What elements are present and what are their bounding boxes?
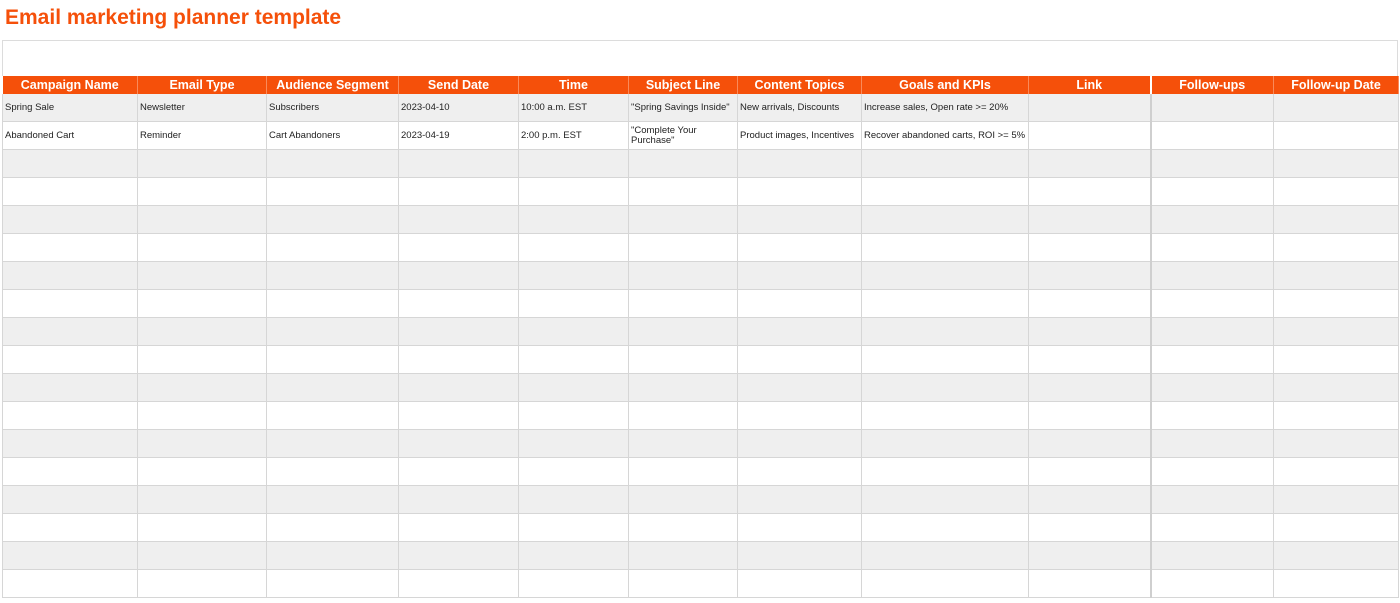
cell-subject-line[interactable] xyxy=(629,570,738,598)
cell-goals-kpis[interactable] xyxy=(862,570,1029,598)
cell-send-date[interactable] xyxy=(399,458,519,486)
table-row xyxy=(3,234,1399,262)
cell-campaign-name[interactable] xyxy=(3,234,138,262)
cell-time[interactable] xyxy=(519,206,629,234)
cell-audience-segment[interactable] xyxy=(267,570,399,598)
cell-send-date[interactable] xyxy=(399,374,519,402)
cell-content-topics[interactable] xyxy=(738,402,862,430)
table-row xyxy=(3,542,1399,570)
cell-follow-ups[interactable] xyxy=(1151,570,1274,598)
cell-goals-kpis[interactable] xyxy=(862,430,1029,458)
cell-audience-segment[interactable] xyxy=(267,206,399,234)
cell-content-topics[interactable] xyxy=(738,318,862,346)
cell-subject-line[interactable]: "Complete Your Purchase" xyxy=(629,122,738,150)
cell-link[interactable] xyxy=(1029,94,1151,122)
cell-email-type[interactable]: Reminder xyxy=(138,122,267,150)
column-header-follow-up-date[interactable]: Follow-up Date xyxy=(1274,76,1399,94)
cell-follow-up-date[interactable] xyxy=(1274,318,1399,346)
cell-send-date[interactable] xyxy=(399,178,519,206)
cell-follow-up-date[interactable] xyxy=(1274,430,1399,458)
cell-link[interactable] xyxy=(1029,206,1151,234)
cell-audience-segment[interactable] xyxy=(267,318,399,346)
cell-follow-up-date[interactable] xyxy=(1274,178,1399,206)
column-header-campaign-name[interactable]: Campaign Name xyxy=(3,76,138,94)
cell-follow-up-date[interactable] xyxy=(1274,94,1399,122)
cell-goals-kpis[interactable] xyxy=(862,402,1029,430)
cell-audience-segment[interactable]: Cart Abandoners xyxy=(267,122,399,150)
column-header-content-topics[interactable]: Content Topics xyxy=(738,76,862,94)
cell-follow-up-date[interactable] xyxy=(1274,262,1399,290)
cell-email-type[interactable] xyxy=(138,346,267,374)
cell-email-type[interactable]: Newsletter xyxy=(138,94,267,122)
cell-time[interactable]: 2:00 p.m. EST xyxy=(519,122,629,150)
table-row xyxy=(3,178,1399,206)
cell-email-type[interactable] xyxy=(138,206,267,234)
cell-email-type[interactable] xyxy=(138,402,267,430)
cell-goals-kpis[interactable]: Increase sales, Open rate >= 20% xyxy=(862,94,1029,122)
cell-follow-ups[interactable] xyxy=(1151,262,1274,290)
table-row xyxy=(3,458,1399,486)
cell-goals-kpis[interactable] xyxy=(862,150,1029,178)
column-header-follow-ups[interactable]: Follow-ups xyxy=(1151,76,1274,94)
cell-send-date[interactable]: 2023-04-19 xyxy=(399,122,519,150)
cell-send-date[interactable]: 2023-04-10 xyxy=(399,94,519,122)
cell-goals-kpis[interactable] xyxy=(862,178,1029,206)
cell-follow-up-date[interactable] xyxy=(1274,234,1399,262)
cell-send-date[interactable] xyxy=(399,486,519,514)
table-row xyxy=(3,206,1399,234)
cell-send-date[interactable] xyxy=(399,206,519,234)
cell-time[interactable] xyxy=(519,290,629,318)
cell-link[interactable] xyxy=(1029,150,1151,178)
cell-follow-ups[interactable] xyxy=(1151,542,1274,570)
cell-link[interactable] xyxy=(1029,514,1151,542)
cell-campaign-name[interactable]: Abandoned Cart xyxy=(3,122,138,150)
cell-content-topics[interactable] xyxy=(738,346,862,374)
cell-email-type[interactable] xyxy=(138,570,267,598)
cell-email-type[interactable] xyxy=(138,514,267,542)
cell-send-date[interactable] xyxy=(399,570,519,598)
table-row xyxy=(3,150,1399,178)
table-row xyxy=(3,570,1399,598)
cell-content-topics[interactable] xyxy=(738,374,862,402)
cell-goals-kpis[interactable] xyxy=(862,346,1029,374)
cell-campaign-name[interactable] xyxy=(3,514,138,542)
cell-audience-segment[interactable] xyxy=(267,486,399,514)
cell-audience-segment[interactable] xyxy=(267,290,399,318)
cell-follow-up-date[interactable] xyxy=(1274,542,1399,570)
cell-follow-ups[interactable] xyxy=(1151,150,1274,178)
cell-subject-line[interactable] xyxy=(629,514,738,542)
cell-follow-up-date[interactable] xyxy=(1274,570,1399,598)
cell-content-topics[interactable] xyxy=(738,150,862,178)
cell-content-topics[interactable] xyxy=(738,458,862,486)
header-row xyxy=(3,76,1399,94)
table-row xyxy=(3,122,1399,150)
cell-audience-segment[interactable] xyxy=(267,346,399,374)
cell-follow-up-date[interactable] xyxy=(1274,486,1399,514)
cell-email-type[interactable] xyxy=(138,542,267,570)
cell-audience-segment[interactable] xyxy=(267,262,399,290)
cell-follow-ups[interactable] xyxy=(1151,234,1274,262)
cell-audience-segment[interactable] xyxy=(267,234,399,262)
cell-link[interactable] xyxy=(1029,402,1151,430)
cell-goals-kpis[interactable] xyxy=(862,542,1029,570)
cell-subject-line[interactable] xyxy=(629,290,738,318)
cell-time[interactable] xyxy=(519,262,629,290)
table-row xyxy=(3,290,1399,318)
cell-link[interactable] xyxy=(1029,430,1151,458)
cell-content-topics[interactable] xyxy=(738,178,862,206)
cell-goals-kpis[interactable] xyxy=(862,290,1029,318)
cell-follow-up-date[interactable] xyxy=(1274,374,1399,402)
cell-campaign-name[interactable] xyxy=(3,570,138,598)
cell-subject-line[interactable] xyxy=(629,234,738,262)
cell-follow-up-date[interactable] xyxy=(1274,150,1399,178)
cell-follow-ups[interactable] xyxy=(1151,318,1274,346)
table-row xyxy=(3,262,1399,290)
cell-campaign-name[interactable] xyxy=(3,150,138,178)
cell-link[interactable] xyxy=(1029,346,1151,374)
cell-content-topics[interactable] xyxy=(738,542,862,570)
cell-follow-up-date[interactable] xyxy=(1274,122,1399,150)
column-header-link[interactable]: Link xyxy=(1029,76,1151,94)
cell-time[interactable] xyxy=(519,150,629,178)
cell-content-topics[interactable] xyxy=(738,206,862,234)
cell-follow-ups[interactable] xyxy=(1151,290,1274,318)
column-header-time[interactable]: Time xyxy=(519,76,629,94)
cell-goals-kpis[interactable] xyxy=(862,486,1029,514)
cell-audience-segment[interactable] xyxy=(267,458,399,486)
cell-follow-up-date[interactable] xyxy=(1274,290,1399,318)
cell-campaign-name[interactable] xyxy=(3,206,138,234)
column-header-subject-line[interactable]: Subject Line xyxy=(629,76,738,94)
cell-time[interactable] xyxy=(519,234,629,262)
cell-link[interactable] xyxy=(1029,458,1151,486)
cell-follow-up-date[interactable] xyxy=(1274,346,1399,374)
cell-link[interactable] xyxy=(1029,570,1151,598)
cell-content-topics[interactable] xyxy=(738,290,862,318)
table-row xyxy=(3,94,1399,122)
cell-subject-line[interactable] xyxy=(629,542,738,570)
column-header-send-date[interactable]: Send Date xyxy=(399,76,519,94)
cell-subject-line[interactable] xyxy=(629,402,738,430)
cell-campaign-name[interactable] xyxy=(3,374,138,402)
cell-email-type[interactable] xyxy=(138,486,267,514)
cell-content-topics[interactable] xyxy=(738,234,862,262)
cell-subject-line[interactable] xyxy=(629,346,738,374)
cell-subject-line[interactable] xyxy=(629,430,738,458)
empty-row[interactable] xyxy=(2,40,1398,76)
cell-audience-segment[interactable] xyxy=(267,374,399,402)
cell-goals-kpis[interactable] xyxy=(862,262,1029,290)
cell-goals-kpis[interactable]: Recover abandoned carts, ROI >= 5% xyxy=(862,122,1029,150)
cell-subject-line[interactable] xyxy=(629,458,738,486)
cell-content-topics[interactable] xyxy=(738,262,862,290)
cell-link[interactable] xyxy=(1029,374,1151,402)
cell-subject-line[interactable] xyxy=(629,150,738,178)
cell-audience-segment[interactable] xyxy=(267,150,399,178)
cell-send-date[interactable] xyxy=(399,514,519,542)
table-row xyxy=(3,514,1399,542)
cell-send-date[interactable] xyxy=(399,262,519,290)
cell-send-date[interactable] xyxy=(399,346,519,374)
cell-email-type[interactable] xyxy=(138,262,267,290)
cell-send-date[interactable] xyxy=(399,542,519,570)
cell-time[interactable] xyxy=(519,542,629,570)
cell-email-type[interactable] xyxy=(138,318,267,346)
cell-send-date[interactable] xyxy=(399,234,519,262)
cell-goals-kpis[interactable] xyxy=(862,514,1029,542)
cell-goals-kpis[interactable] xyxy=(862,374,1029,402)
cell-content-topics[interactable]: Product images, Incentives xyxy=(738,122,862,150)
column-header-goals-kpis[interactable]: Goals and KPIs xyxy=(862,76,1029,94)
cell-follow-up-date[interactable] xyxy=(1274,402,1399,430)
table-row xyxy=(3,318,1399,346)
cell-campaign-name[interactable] xyxy=(3,346,138,374)
cell-campaign-name[interactable] xyxy=(3,178,138,206)
cell-follow-up-date[interactable] xyxy=(1274,514,1399,542)
cell-follow-ups[interactable] xyxy=(1151,514,1274,542)
cell-content-topics[interactable]: New arrivals, Discounts xyxy=(738,94,862,122)
cell-follow-up-date[interactable] xyxy=(1274,206,1399,234)
cell-campaign-name[interactable] xyxy=(3,458,138,486)
cell-goals-kpis[interactable] xyxy=(862,458,1029,486)
cell-time[interactable] xyxy=(519,346,629,374)
table-row xyxy=(3,346,1399,374)
cell-link[interactable] xyxy=(1029,542,1151,570)
table-row xyxy=(3,374,1399,402)
cell-link[interactable] xyxy=(1029,234,1151,262)
cell-audience-segment[interactable] xyxy=(267,430,399,458)
cell-subject-line[interactable] xyxy=(629,206,738,234)
cell-content-topics[interactable] xyxy=(738,486,862,514)
cell-time[interactable] xyxy=(519,458,629,486)
cell-campaign-name[interactable]: Spring Sale xyxy=(3,94,138,122)
cell-send-date[interactable] xyxy=(399,150,519,178)
column-header-audience-segment[interactable]: Audience Segment xyxy=(267,76,399,94)
cell-subject-line[interactable] xyxy=(629,374,738,402)
cell-link[interactable] xyxy=(1029,178,1151,206)
planner-table xyxy=(2,76,1399,598)
cell-follow-ups[interactable] xyxy=(1151,346,1274,374)
cell-link[interactable] xyxy=(1029,122,1151,150)
cell-follow-ups[interactable] xyxy=(1151,206,1274,234)
cell-follow-ups[interactable] xyxy=(1151,458,1274,486)
cell-follow-ups[interactable] xyxy=(1151,402,1274,430)
cell-subject-line[interactable] xyxy=(629,178,738,206)
cell-subject-line[interactable] xyxy=(629,318,738,346)
cell-campaign-name[interactable] xyxy=(3,262,138,290)
cell-campaign-name[interactable] xyxy=(3,486,138,514)
cell-audience-segment[interactable] xyxy=(267,514,399,542)
cell-goals-kpis[interactable] xyxy=(862,234,1029,262)
cell-time[interactable]: 10:00 a.m. EST xyxy=(519,94,629,122)
cell-follow-ups[interactable] xyxy=(1151,486,1274,514)
table-row xyxy=(3,430,1399,458)
cell-subject-line[interactable] xyxy=(629,262,738,290)
table-row xyxy=(3,402,1399,430)
cell-time[interactable] xyxy=(519,570,629,598)
page-title: Email marketing planner template xyxy=(5,6,342,29)
cell-email-type[interactable] xyxy=(138,290,267,318)
cell-follow-ups[interactable] xyxy=(1151,374,1274,402)
cell-goals-kpis[interactable] xyxy=(862,318,1029,346)
cell-audience-segment[interactable] xyxy=(267,402,399,430)
cell-email-type[interactable] xyxy=(138,234,267,262)
cell-content-topics[interactable] xyxy=(738,514,862,542)
cell-campaign-name[interactable] xyxy=(3,290,138,318)
cell-send-date[interactable] xyxy=(399,402,519,430)
cell-email-type[interactable] xyxy=(138,150,267,178)
cell-time[interactable] xyxy=(519,430,629,458)
cell-email-type[interactable] xyxy=(138,430,267,458)
table-row xyxy=(3,486,1399,514)
cell-follow-ups[interactable] xyxy=(1151,178,1274,206)
cell-goals-kpis[interactable] xyxy=(862,206,1029,234)
cell-link[interactable] xyxy=(1029,486,1151,514)
cell-follow-ups[interactable] xyxy=(1151,430,1274,458)
cell-follow-ups[interactable] xyxy=(1151,122,1274,150)
cell-time[interactable] xyxy=(519,178,629,206)
cell-time[interactable] xyxy=(519,402,629,430)
cell-content-topics[interactable] xyxy=(738,430,862,458)
cell-link[interactable] xyxy=(1029,318,1151,346)
cell-campaign-name[interactable] xyxy=(3,318,138,346)
column-header-email-type[interactable]: Email Type xyxy=(138,76,267,94)
cell-send-date[interactable] xyxy=(399,318,519,346)
cell-campaign-name[interactable] xyxy=(3,402,138,430)
cell-subject-line[interactable]: "Spring Savings Inside" xyxy=(629,94,738,122)
cell-time[interactable] xyxy=(519,514,629,542)
cell-time[interactable] xyxy=(519,318,629,346)
cell-send-date[interactable] xyxy=(399,290,519,318)
cell-link[interactable] xyxy=(1029,290,1151,318)
cell-email-type[interactable] xyxy=(138,458,267,486)
cell-email-type[interactable] xyxy=(138,374,267,402)
cell-audience-segment[interactable]: Subscribers xyxy=(267,94,399,122)
cell-time[interactable] xyxy=(519,374,629,402)
cell-audience-segment[interactable] xyxy=(267,542,399,570)
cell-campaign-name[interactable] xyxy=(3,542,138,570)
cell-follow-up-date[interactable] xyxy=(1274,458,1399,486)
cell-link[interactable] xyxy=(1029,262,1151,290)
cell-time[interactable] xyxy=(519,486,629,514)
cell-email-type[interactable] xyxy=(138,178,267,206)
cell-content-topics[interactable] xyxy=(738,570,862,598)
cell-campaign-name[interactable] xyxy=(3,430,138,458)
cell-subject-line[interactable] xyxy=(629,486,738,514)
cell-audience-segment[interactable] xyxy=(267,178,399,206)
cell-follow-ups[interactable] xyxy=(1151,94,1274,122)
cell-send-date[interactable] xyxy=(399,430,519,458)
